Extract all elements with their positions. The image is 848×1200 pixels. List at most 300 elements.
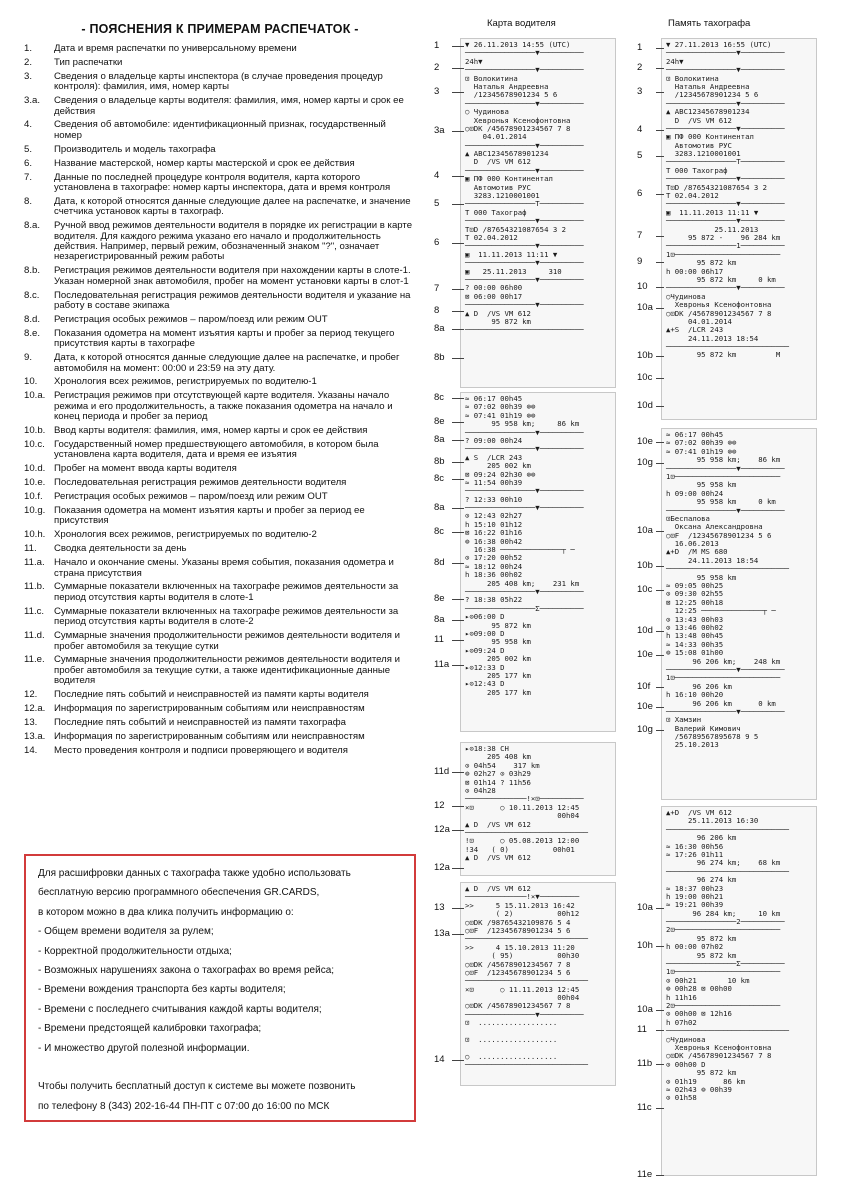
- receipt-line: ≈ 16:30 00h56: [666, 841, 781, 851]
- legend-item: [24, 544, 416, 554]
- receipt-line: ⊠ 06:00 00h17: [465, 291, 580, 301]
- annotation-pointer: [656, 566, 664, 567]
- annotation-pointer: [452, 640, 464, 641]
- receipt-line: ⊚ 15:08 01h00: [666, 648, 781, 658]
- receipt-line: 96 284 km; 10 km: [666, 908, 781, 918]
- receipt-line: ──────────────!×▼─────────: [465, 892, 580, 902]
- receipt-line: ? 09:00 00h24: [465, 435, 580, 445]
- page-title: - ПОЯСНЕНИЯ К ПРИМЕРАМ РАСПЕЧАТОК -: [81, 22, 359, 36]
- annotation-label: 10c: [637, 372, 653, 383]
- legend-text: Регистрация особых режимов – паром/поезд или режим OUT: [54, 491, 328, 503]
- legend-key: 3.a.: [24, 95, 41, 107]
- annotation-pointer: [452, 422, 464, 423]
- legend-text: Пробег на момент ввода карты водителя: [54, 463, 237, 475]
- annotation-label: 10d: [637, 400, 653, 411]
- receipt-line: 24h▼: [465, 56, 580, 66]
- annotation-pointer: [656, 908, 664, 909]
- receipt-line: 205 002 km: [465, 654, 580, 664]
- annotation-label: 11: [434, 634, 444, 645]
- receipt-line: 205 177 km: [465, 687, 580, 697]
- receipt-line: ────────────────────────────: [666, 824, 790, 834]
- annotation-label: 5: [434, 198, 440, 209]
- receipt-line: ⊡ ..................: [465, 1018, 580, 1028]
- legend-key: 10.g.: [24, 505, 46, 517]
- legend-key: 8.c.: [24, 289, 40, 301]
- annotation-label: 10e: [637, 436, 653, 447]
- receipt-line: ▲ D /VS VM 612: [465, 308, 580, 318]
- receipt-line: ▲ S /LCR 243: [465, 452, 580, 462]
- legend-item: [24, 173, 416, 194]
- legend-key: 10.c.: [24, 439, 45, 450]
- receipt-line: ⊠ 01h14 ? 11h56: [465, 777, 575, 787]
- receipt-line: ○ Чудинова: [465, 107, 580, 117]
- info-line: - Времени вождения транспорта без карты водителя;: [38, 984, 286, 996]
- annotation-label: 5: [637, 150, 643, 161]
- legend-item: [24, 704, 416, 714]
- receipt-line: 95 872 km: [465, 316, 580, 326]
- annotation-pointer: [656, 68, 664, 69]
- receipt-line: h 15:10 01h12: [465, 519, 580, 529]
- receipt-line: ≈ 09:05 00h25: [666, 581, 781, 591]
- legend-key: 3.: [24, 70, 33, 82]
- annotation-label: 12a: [434, 824, 450, 835]
- annotation-label: 10e: [637, 649, 653, 660]
- annotation-pointer: [656, 194, 664, 195]
- receipt-line: ────────────────▼──────────: [666, 65, 785, 75]
- annotation-pointer: [452, 665, 464, 666]
- receipt-line: ○⊡F /12345678901234 5 6: [465, 967, 580, 977]
- receipt-line: T 02.04.2012: [666, 191, 781, 201]
- annotation-pointer: [452, 68, 464, 69]
- annotation-label: 8a: [434, 323, 445, 334]
- receipt-line: ▲+D /M MS 680: [666, 547, 781, 557]
- receipt-line: ⊙ 17:20 00h52: [465, 553, 580, 563]
- annotation-pointer: [656, 156, 664, 157]
- legend-key: 10.d.: [24, 463, 46, 475]
- legend-key: 13.a.: [24, 730, 46, 742]
- annotation-label: 10h: [637, 940, 653, 951]
- receipt-line: ○⊡F /12345678901234 5 6: [666, 530, 781, 540]
- receipt-line: 96 206 km 0 km: [666, 698, 781, 708]
- receipt-line: ────────────────▼──────────: [666, 463, 785, 473]
- receipt-line: ⊙ 13:46 00h02: [666, 622, 781, 632]
- legend-text: Последовательная регистрация режимов деятельности водителя и указание на работу в составе экипажа: [54, 289, 411, 312]
- receipt-line: D /VS VM 612: [666, 115, 781, 125]
- legend-text: Хронология всех режимов, регистрируемых по водителю-2: [54, 529, 317, 541]
- receipt-line: ▣ 11.11.2013 11:11 ▼: [465, 249, 580, 259]
- annotation-label: 8a: [434, 502, 445, 513]
- annotation-pointer: [656, 687, 664, 688]
- receipt-line: 12:25 ──────────────┬ ─: [666, 606, 781, 616]
- receipt-line: T⊡D /87654321087654 3 2: [666, 182, 781, 192]
- receipt-line: 1⊡────────────────────────: [666, 471, 785, 481]
- receipt-line: ▲ D /VS VM 612: [465, 819, 580, 829]
- receipt-line: 95 872 - 96 284 km: [666, 232, 781, 242]
- receipt-line: ○⊡F /12345678901234 5 6: [465, 925, 580, 935]
- legend-item: [24, 582, 416, 603]
- info-line: - Корректной продолжительности отдыха;: [38, 945, 232, 957]
- annotation-label: 8a: [434, 434, 445, 445]
- receipt-line: ────────────────Σ──────────: [666, 959, 785, 969]
- annotation-pointer: [656, 1064, 664, 1065]
- receipt-line: T 000 Тахограф: [666, 165, 781, 175]
- annotation-pointer: [656, 655, 664, 656]
- annotation-pointer: [452, 508, 464, 509]
- receipt-line: 00h04: [465, 993, 580, 1003]
- receipt-line: ○⊡DK /45678901234567 7 8: [465, 123, 580, 133]
- receipt-line: 1⊡────────────────────────: [666, 967, 785, 977]
- annotation-label: 8b: [434, 456, 445, 467]
- legend-text: Суммарные значения продолжительности режимов деятельности водителя и пробег автомобиля за текущие сутки, а также идентификационные данные водителя: [54, 654, 400, 687]
- receipt-line: ⊙ 01h58: [666, 1093, 776, 1103]
- receipt-driver-strip: [460, 38, 616, 388]
- legend-text: Последние пять событий и неисправностей из памяти тахографа: [54, 716, 346, 728]
- legend-text: Ввод карты водителя: фамилия, имя, номер карты и срок ее действия: [54, 425, 368, 437]
- receipt-line: T⊡D /87654321087654 3 2: [465, 224, 580, 234]
- annotation-pointer: [656, 308, 664, 309]
- annotation-pointer: [452, 772, 464, 773]
- receipt-line: 95 872 km: [666, 258, 781, 268]
- receipt-line: 96 206 km: [666, 833, 781, 843]
- annotation-label: 10a: [637, 525, 653, 536]
- annotation-label: 8d: [434, 557, 445, 568]
- annotation-pointer: [452, 1060, 464, 1061]
- legend-item: [24, 732, 416, 742]
- legend-item: [24, 120, 416, 141]
- receipt-line: 96 274 km; 68 km: [666, 858, 781, 868]
- receipt-line: ▸⊙12:43 D: [465, 679, 580, 689]
- receipt-line: ⊚ 16:38 00h42: [465, 536, 580, 546]
- legend-text: Информация по зарегистрированным событиям или неисправностям: [54, 703, 365, 715]
- receipt-line: ────────────────▼──────────: [465, 427, 584, 437]
- legend-key: 8.: [24, 195, 33, 207]
- annotation-pointer: [656, 1010, 664, 1011]
- receipt-line: ────────────────▼──────────: [465, 274, 584, 284]
- receipt-line: ≈ 19:21 00h39: [666, 900, 781, 910]
- receipt-line: ⊙ 12:43 02h27: [465, 511, 580, 521]
- receipt-line: ▲ ABC12345678901234: [465, 149, 580, 159]
- receipt-line: ────────────────▼──────────: [666, 505, 785, 515]
- legend-key: 10.a.: [24, 390, 46, 402]
- receipt-line: ────────────────────────────: [666, 866, 790, 876]
- receipt-line: ────────────────▼──────────: [666, 664, 785, 674]
- receipt-line: h 18:36 00h02: [465, 570, 580, 580]
- receipt-line: h 11h16: [666, 992, 776, 1002]
- annotation-label: 11b: [637, 1058, 653, 1069]
- receipt-line: ──────────────!×⊡──────────: [465, 794, 584, 804]
- info-line: - Общем времени водителя за рулем;: [38, 926, 214, 938]
- receipt-line: 25.11.2013 16:30: [666, 816, 781, 826]
- annotation-pointer: [452, 289, 464, 290]
- receipt-line: ×⊡ ○ 11.11.2013 12:45: [465, 984, 580, 994]
- receipt-line: ▸⊙09:00 D: [465, 628, 580, 638]
- legend-key: 10.: [24, 376, 38, 388]
- legend-item: [24, 221, 416, 263]
- receipt-line: /12345678901234 5 6: [666, 90, 785, 100]
- receipt-line: ? 18:38 05h22: [465, 595, 580, 605]
- receipt-line: 04.01.2014: [666, 316, 781, 326]
- receipt-tacho-strip: [661, 428, 817, 800]
- annotation-pointer: [656, 590, 664, 591]
- receipt-line: Автомотив РУС: [465, 182, 580, 192]
- legend-text: Дата, к которой относятся данные следующие далее на распечатке, и пробег автомобиля на момент: 00:00 и 23:59 на эту дату.: [54, 352, 400, 374]
- receipt-line: ▲+D /VS VM 612: [666, 808, 781, 817]
- legend-key: 12.: [24, 689, 38, 701]
- receipt-line: ○⊡DK /45678901234567 7 8: [465, 1001, 580, 1011]
- annotation-pointer: [656, 531, 664, 532]
- info-box: [24, 854, 416, 1122]
- info-line: Чтобы получить бесплатный доступ к системе вы можете позвонить: [38, 1081, 356, 1093]
- receipt-line: ▸⊙06:00 D: [465, 612, 580, 622]
- receipt-line: 1⊡────────────────────────: [666, 673, 785, 683]
- annotation-label: 13a: [434, 928, 450, 939]
- annotation-pointer: [656, 946, 664, 947]
- annotation-label: 3: [637, 86, 643, 97]
- legend-key: 11.d.: [24, 630, 45, 642]
- receipt-line: 95 958 km 0 km: [666, 497, 781, 507]
- receipt-line: 24h▼: [666, 56, 781, 66]
- receipt-line: h 19:00 00h21: [666, 891, 781, 901]
- legend-text: Дата, к которой относятся данные следующие далее на распечатке, и значение счетчика установок карты в тахограф.: [54, 195, 411, 218]
- legend-text: Суммарные показатели включенных на тахографе режимов деятельности за период отсутствия карты водителя в слоте-1: [54, 581, 399, 603]
- receipt-line: 95 958 km: [666, 572, 781, 582]
- legend-key: 10.f.: [24, 491, 43, 503]
- receipt-line: ≈ 11:54 00h39: [465, 477, 580, 487]
- receipt-line: ≈ 14:33 00h35: [666, 639, 781, 649]
- legend-text: Дата и время распечатки по универсальному времени: [54, 43, 297, 54]
- annotation-label: 10f: [637, 681, 651, 692]
- annotation-label: 14: [434, 1054, 445, 1065]
- receipt-line: ? 00:00 06h00: [465, 283, 580, 293]
- legend-key: 12.a.: [24, 703, 46, 715]
- receipt-line: ▲+S /LCR 243: [666, 325, 781, 335]
- receipt-line: ────────────────▼──────────: [465, 300, 584, 310]
- receipt-line: 04.01.2014: [465, 132, 580, 142]
- annotation-label: 10a: [637, 1004, 653, 1015]
- legend-text: Хронология всех режимов, регистрируемых по водителю-1: [54, 376, 317, 388]
- annotation-pointer: [656, 356, 664, 357]
- legend-item: [24, 718, 416, 728]
- legend-key: 11.e.: [24, 654, 45, 666]
- receipt-line: 24.11.2013 18:54: [666, 333, 781, 343]
- annotation-pointer: [452, 806, 464, 807]
- receipt-line: ────────────────▼──────────: [666, 98, 785, 108]
- annotation-label: 3: [434, 86, 440, 97]
- receipt-line: ≈ 06:17 00h45: [465, 394, 580, 403]
- receipt-line: ────────────────────────────: [666, 342, 790, 352]
- annotation-label: 10d: [637, 625, 653, 636]
- receipt-driver-strip: [460, 742, 616, 876]
- receipt-line: Наталья Андреевна: [666, 81, 785, 91]
- receipt-line: ────────────────Σ──────────: [465, 603, 584, 613]
- annotation-pointer: [452, 440, 464, 441]
- annotation-pointer: [452, 620, 464, 621]
- receipt-line: ⊡ Хамзин: [666, 715, 776, 725]
- legend-key: 11.a.: [24, 557, 45, 569]
- legend-key: 10.h.: [24, 529, 46, 541]
- receipt-line: ────────────────▼──────────: [666, 199, 785, 209]
- legend-text: Регистрация особых режимов – паром/поезд или режим OUT: [54, 313, 328, 325]
- receipt-line: ────────────────▼──────────: [465, 165, 584, 175]
- legend-key: 11.c.: [24, 605, 45, 617]
- receipt-line: ▸⊙09:24 D: [465, 645, 580, 655]
- receipt-line: ───────────────────────────: [465, 325, 584, 335]
- legend-item: [24, 530, 416, 540]
- receipt-line: ⊙ 04h54 317 km: [465, 760, 580, 770]
- annotation-pointer: [452, 92, 464, 93]
- legend-item: [24, 746, 416, 756]
- info-line: - Времени с последнего считывания каждой карты водителя;: [38, 1003, 322, 1015]
- annotation-pointer: [452, 311, 464, 312]
- receipt-line: ○⊡DK /45678901234567 7 8: [666, 308, 781, 318]
- receipt-line: ⊡ Волокитина: [465, 73, 580, 83]
- receipt-line: 2⊡────────────────────────: [666, 925, 785, 935]
- driver-card-column-title: Карта водителя: [487, 18, 556, 29]
- receipt-line: !34 ( 0) 00h01: [465, 844, 580, 854]
- receipt-line: 95 872 km 0 km: [666, 274, 781, 284]
- annotation-pointer: [656, 707, 664, 708]
- legend-key: 8.a.: [24, 220, 41, 232]
- receipt-line: ≈ 17:26 01h11: [666, 849, 781, 859]
- legend-item: [24, 426, 416, 436]
- annotation-pointer: [452, 868, 464, 869]
- legend-panel: [24, 22, 416, 760]
- annotation-label: 1: [637, 42, 643, 53]
- receipt-line: 1⊡────────────────────────: [666, 249, 785, 259]
- receipt-line: ────────────────2──────────: [666, 917, 785, 927]
- legend-key: 1.: [24, 43, 33, 54]
- receipt-line: h 00:00 06h17: [666, 266, 781, 276]
- legend-text: Показания одометра на момент изъятия карты и пробег за период ее присутствия: [54, 505, 365, 527]
- annotation-pointer: [452, 131, 464, 132]
- receipt-line: /56789567895678 9 5: [666, 732, 781, 742]
- receipt-line: ────────────────▼──────────: [465, 48, 584, 58]
- legend-item: [24, 266, 416, 287]
- annotation-label: 11e: [637, 1169, 653, 1180]
- legend-key: 11.: [24, 543, 37, 555]
- receipt-line: 95 958 km; 86 km: [666, 455, 781, 465]
- receipt-line: ⊠ 12:25 00h18: [666, 597, 781, 607]
- receipt-line: ────────────────▼──────────: [465, 1009, 584, 1019]
- annotation-pointer: [452, 934, 464, 935]
- receipt-line: 95 958 km; 86 km: [465, 419, 580, 429]
- receipt-line: ────────────────T──────────: [465, 199, 584, 209]
- legend-text: Информация по зарегистрированным событиям или неисправностям: [54, 730, 365, 742]
- annotation-pointer: [452, 563, 464, 564]
- annotation-pointer: [656, 463, 664, 464]
- receipt-line: T 000 Тахограф: [465, 207, 580, 217]
- legend-item: [24, 631, 416, 652]
- annotation-pointer: [452, 830, 464, 831]
- receipt-line: !⊡ ○ 05.08.2013 12:00: [465, 836, 580, 846]
- receipt-line: ( 2) 00h12: [465, 909, 580, 919]
- receipt-line: ⊙ 09:30 02h55: [666, 589, 781, 599]
- annotation-label: 12: [434, 800, 445, 811]
- legend-text: Показания одометра на момент изъятия карты и пробег за период текущего присутствия карты в тахографе: [54, 327, 395, 350]
- receipt-tacho-strip: [661, 38, 817, 420]
- receipt-line: ⊠ 16:22 01h16: [465, 528, 580, 538]
- info-line: бесплатную версию программного обеспечения GR.CARDS,: [38, 887, 320, 899]
- annotation-label: 10g: [637, 724, 653, 735]
- annotation-pointer: [656, 130, 664, 131]
- annotation-pointer: [452, 243, 464, 244]
- receipt-line: ⊙ 00h00 ⊠ 12h16: [666, 1009, 776, 1019]
- receipt-line: 16:38 ──────────────┬ ─: [465, 545, 580, 555]
- receipt-line: 95 872 km: [666, 950, 781, 960]
- annotation-pointer: [452, 599, 464, 600]
- annotation-label: 8e: [434, 593, 445, 604]
- receipt-line: ────────────────────────────: [465, 827, 589, 837]
- annotation-label: 6: [637, 188, 643, 199]
- receipt-line: ────────────────▼──────────: [465, 486, 584, 496]
- receipt-line: ? 12:33 00h10: [465, 494, 580, 504]
- legend-text: Суммарные значения продолжительности режимов деятельности водителя и пробег автомобиля за текущие сутки: [54, 630, 400, 652]
- receipt-line: ────────────────▼──────────: [465, 503, 584, 513]
- annotation-label: 8e: [434, 416, 445, 427]
- annotation-label: 8c: [434, 526, 445, 537]
- legend-item: [24, 291, 416, 312]
- info-line: по телефону 8 (343) 202-16-44 ПН-ПТ с 07:00 до 16:00 по МСК: [38, 1100, 330, 1112]
- legend-text: Ручной ввод режимов деятельности водителя в порядке их регистрации в карте водителя. Для каждого режима указано его начало и продолжительность действия. Например, первый режим, обозначенный знаком "?", означает незарегистрированный режим работы: [54, 220, 413, 263]
- legend-text: Последние пять событий и неисправностей из памяти карты водителя: [54, 689, 369, 701]
- annotation-pointer: [656, 92, 664, 93]
- receipt-line: ≈ 07:41 01h19 ⊚⊚: [465, 410, 575, 420]
- receipt-line: ⊚ 02h27 ⊙ 03h29: [465, 769, 575, 779]
- receipt-line: ○⊡DK /45678901234567 7 8: [465, 959, 580, 969]
- receipt-line: ▣ 11.11.2013 11:11 ▼: [666, 207, 781, 217]
- receipt-line: 96 206 km; 248 km: [666, 656, 781, 666]
- receipt-line: ⊙ 01h19 86 km: [666, 1076, 785, 1086]
- annotation-label: 6: [434, 237, 440, 248]
- annotation-label: 8a: [434, 614, 445, 625]
- annotation-pointer: [452, 176, 464, 177]
- receipt-line: ────────────────T──────────: [666, 157, 785, 167]
- receipt-line: Хевронья Ксенофонтовна: [666, 1042, 781, 1052]
- annotation-label: 11: [637, 1024, 647, 1035]
- annotation-label: 8: [434, 305, 440, 316]
- legend-item: [24, 440, 416, 461]
- receipt-line: ────────────────▼──────────: [465, 65, 584, 75]
- receipt-line: ▼ 26.11.2013 14:55 (UTC): [465, 40, 571, 49]
- legend-text: Название мастерской, номер карты мастерской и срок ее действия: [54, 157, 355, 169]
- receipt-line: ≈ 18:37 00h23: [666, 883, 781, 893]
- receipt-line: ▼ 27.11.2013 16:55 (UTC): [666, 40, 772, 49]
- annotation-pointer: [656, 287, 664, 288]
- receipt-line: ────────────────────────────: [666, 564, 790, 574]
- legend-item: [24, 377, 416, 387]
- receipt-line: ▣ ПФ 000 Континентал: [666, 132, 781, 142]
- annotation-pointer: [452, 329, 464, 330]
- receipt-line: 25.11.2013: [666, 224, 781, 234]
- receipt-line: ⊙ 13:43 00h03: [666, 614, 781, 624]
- annotation-pointer: [452, 479, 464, 480]
- receipt-line: ────────────────▼──────────: [666, 216, 785, 226]
- receipt-line: ≈ 07:02 00h39 ⊚⊚: [666, 438, 776, 448]
- receipt-line: ────────────────▼──────────: [465, 258, 584, 268]
- receipt-line: ────────────────────────────: [666, 1026, 790, 1036]
- legend-item: [24, 558, 416, 579]
- annotation-label: 12a: [434, 862, 450, 873]
- legend-item: [24, 145, 416, 155]
- receipt-line: h 00:00 07h02: [666, 942, 776, 952]
- receipt-line: ▸⊙12:33 D: [465, 662, 580, 672]
- receipt-line: >> 4 15.10.2013 11:20: [465, 942, 575, 952]
- legend-text: Сведения о владельце карты водителя: фамилия, имя, номер карты и срок ее действия: [54, 95, 404, 117]
- annotation-pointer: [452, 908, 464, 909]
- legend-text: Государственный номер предшествующего автомобиля, в котором была установлена карта водителя, дата и время ее изъятия: [54, 439, 379, 461]
- annotation-pointer: [656, 1108, 664, 1109]
- annotation-pointer: [452, 462, 464, 463]
